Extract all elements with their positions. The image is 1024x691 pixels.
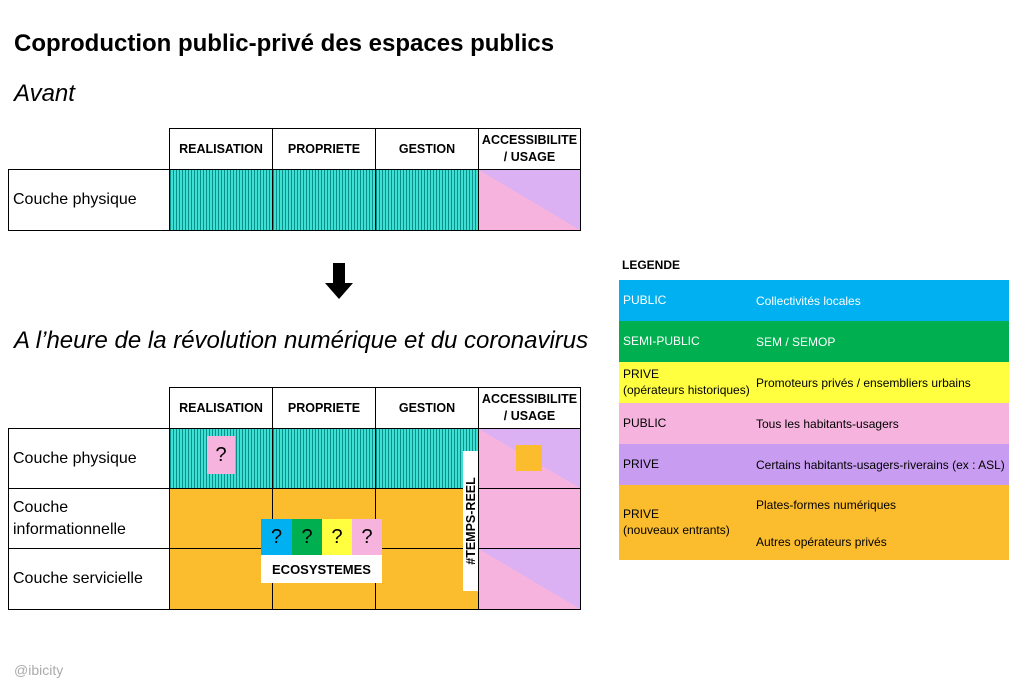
legend-actor: PUBLIC xyxy=(623,415,667,430)
legend-row-semi-public xyxy=(619,321,1009,362)
before-cell-realisation xyxy=(169,169,273,231)
legend-description: Collectivités locales xyxy=(756,293,861,308)
legend-title: LEGENDE xyxy=(622,258,681,272)
legend-actor: PRIVE (opérateurs historiques) xyxy=(623,366,750,397)
before-cell-propriete xyxy=(272,169,376,231)
page-title: Coproduction public-privé des espaces publics xyxy=(14,30,555,57)
legend-actor: PUBLIC xyxy=(623,292,667,307)
ecosystem-mark-users: ? xyxy=(352,519,382,555)
legend-row-private-residents xyxy=(619,444,1009,485)
legend-actor: PRIVE (nouveaux entrants) xyxy=(623,506,730,537)
legend-description-platforms: Plates-formes numériques xyxy=(756,498,897,512)
realtime-label: #TEMPS-REEL xyxy=(463,477,478,565)
before-col-realisation: REALISATION xyxy=(169,128,273,170)
before-heading: Avant xyxy=(14,80,75,107)
legend-description: Tous les habitants-usagers xyxy=(756,416,899,431)
after-col-propriete: PROPRIETE xyxy=(272,387,376,429)
legend-row-public xyxy=(619,280,1009,321)
after-row-couche-physique: Couche physique xyxy=(8,428,170,489)
legend-actor: PRIVE xyxy=(623,456,660,471)
after-cell-service-realisation xyxy=(169,548,273,610)
after-col-gestion: GESTION xyxy=(375,387,479,429)
orange-square xyxy=(516,445,542,471)
before-col-propriete: PROPRIETE xyxy=(272,128,376,170)
after-cell-info-realisation xyxy=(169,488,273,549)
after-col-realisation: REALISATION xyxy=(169,387,273,429)
before-col-gestion: GESTION xyxy=(375,128,479,170)
before-col-accessibilite: ACCESSIBILITE / USAGE xyxy=(478,128,581,170)
legend-description: Certains habitants-usagers-riverains (ex : ASL) xyxy=(756,457,1005,472)
before-cell-gestion xyxy=(375,169,479,231)
after-cell-physique-propriete xyxy=(272,428,376,489)
after-row-couche-servicielle: Couche servicielle xyxy=(8,548,170,610)
legend-row-public-users xyxy=(619,403,1009,444)
legend-row-private-historic xyxy=(619,362,1009,403)
ecosystem-mark-semi-public: ? xyxy=(292,519,322,555)
after-col-accessibilite: ACCESSIBILITE / USAGE xyxy=(478,387,581,429)
legend-actor: SEMI-PUBLIC xyxy=(623,333,700,348)
after-cell-service-accessibilite xyxy=(478,548,581,610)
after-heading: A l’heure de la révolution numérique et du coronavirus xyxy=(14,327,589,354)
ecosystem-label: ECOSYSTEMES xyxy=(261,555,382,583)
legend-description-other-operators: Autres opérateurs privés xyxy=(756,534,887,549)
question-mark-box: ? xyxy=(207,436,235,474)
before-cell-accessibilite xyxy=(478,169,581,231)
ecosystem-mark-private-historic: ? xyxy=(322,519,352,555)
before-row-couche-physique: Couche physique xyxy=(8,169,170,231)
after-row-couche-informationnelle: Couche informationnelle xyxy=(8,488,170,549)
legend-description: SEM / SEMOP xyxy=(756,334,836,349)
after-cell-info-accessibilite xyxy=(478,488,581,549)
realtime-banner xyxy=(463,451,478,591)
legend-row-private-newcomers xyxy=(619,485,1009,560)
ecosystem-mark-public: ? xyxy=(261,519,292,555)
legend-description: Promoteurs privés / ensembliers urbains xyxy=(756,375,971,390)
down-arrow-icon xyxy=(325,263,353,299)
credit-watermark: @ibicity xyxy=(14,662,64,678)
